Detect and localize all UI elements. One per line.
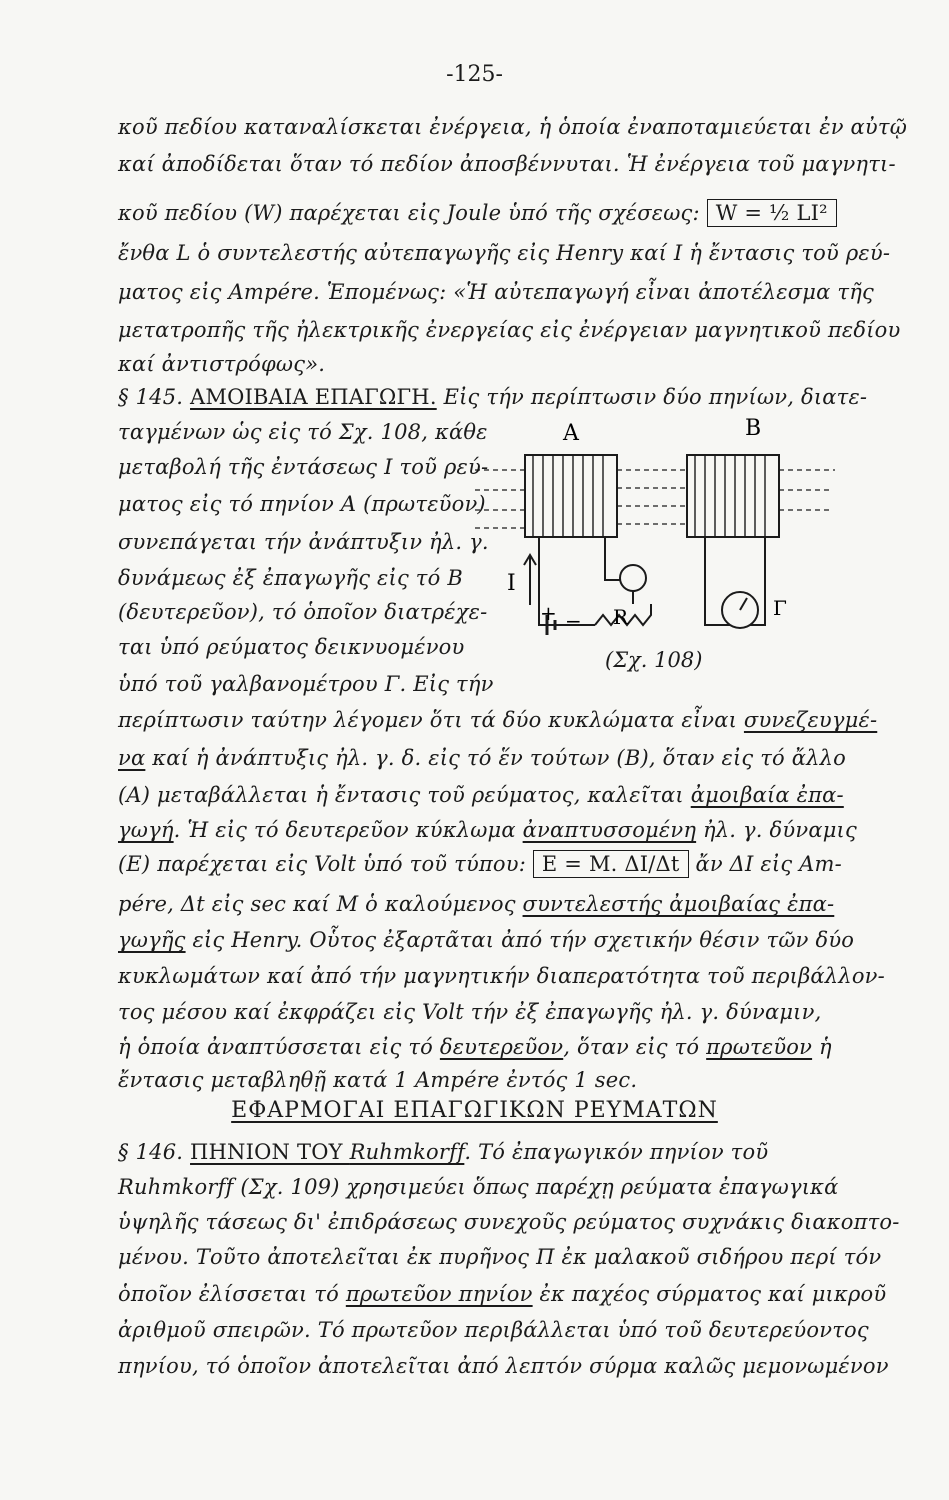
text-line: καί ἀποδίδεται ὅταν τό πεδίον ἀποσβέννυται. Ἡ ἐνέργεια τοῦ μαγνητι- <box>118 152 896 176</box>
text-span: . Τό ἐπαγωγικόν πηνίον τοῦ <box>464 1140 769 1164</box>
text-span: κοῦ πεδίου (W) παρέχεται εἰς Joule ὑπό τῆς σχέσεως: <box>118 201 700 225</box>
page-number: -125- <box>446 62 503 87</box>
text-line: κοῦ πεδίου καταναλίσκεται ἐνέργεια, ἡ ὁποία ἐναποταμιεύεται ἐν αὐτῷ <box>118 115 908 139</box>
underlined-term: να <box>118 746 146 770</box>
label-a: A <box>563 421 579 446</box>
text-span: Εἰς τήν περίπτωσιν δύο πηνίων, διατε- <box>443 385 868 409</box>
underlined-term: συνεζευγμέ- <box>743 708 878 732</box>
underlined-term: γωγή <box>118 818 174 842</box>
text-line: τος μέσου καί ἐκφράζει εἰς Volt τήν ἐξ ἐπαγωγῆς ἠλ. γ. δύναμιν, <box>118 1000 822 1024</box>
text-span: ἄν ΔΙ εἰς Am- <box>695 852 842 876</box>
text-line: ταγμένων ὡς εἰς τό Σχ. 108, κάθε <box>118 420 488 444</box>
label-i: I <box>507 571 516 596</box>
section-title-name: Ruhmkorff <box>349 1140 465 1164</box>
text-line: Ruhmkorff (Σχ. 109) χρησιμεύει ὅπως παρέχῃ ρεύματα ἐπαγωγικά <box>118 1175 839 1199</box>
text-line: μετατροπῆς τῆς ἠλεκτρικῆς ἐνεργείας εἰς ἐνέργειαν μαγνητικοῦ πεδίου <box>118 318 901 342</box>
text-line: ἔνθα L ὁ συντελεστής αὐτεπαγωγῆς εἰς Henry καί I ἡ ἔντασις τοῦ ρεύ- <box>118 241 891 265</box>
text-line: μένου. Τοῦτο ἀποτελεῖται ἐκ πυρῆνος Π ἐκ μαλακοῦ σιδήρου περί τόν <box>118 1245 882 1269</box>
text-line: ματος εἰς Ampére. Ἑπομένως: «Ἡ αὐτεπαγωγή εἶναι ἀποτέλεσμα τῆς <box>118 280 874 304</box>
text-line: ὑψηλῆς τάσεως δι' ἐπιδράσεως συνεχοῦς ρεύματος συχνάκις διακοπτο- <box>118 1210 900 1234</box>
text-span: . Ἡ εἰς τό δευτερεῦον κύκλωμα <box>173 818 523 842</box>
section-145-line <box>118 385 867 409</box>
text-span: καί ἡ ἀνάπτυξις ἠλ. γ. δ. εἰς τό ἕν τούτων (Β), ὅταν εἰς τό ἄλλο <box>145 746 847 770</box>
emf-formula-box: E = M. ΔI/Δt <box>533 850 689 878</box>
text-line: πηνίου, τό ὁποῖον ἀποτελεῖται ἀπό λεπτόν σύρμα καλῶς μεμονωμένον <box>118 1354 889 1378</box>
text-span: , ὅταν εἰς τό <box>563 1035 707 1059</box>
text-span: ἡ ὁποία ἀναπτύσσεται εἰς τό <box>118 1035 440 1059</box>
text-span: pére, Δt εἰς sec καί Μ ὁ καλούμενος <box>118 892 523 916</box>
underlined-term: γωγῆς <box>118 928 186 952</box>
label-plus: + <box>540 601 557 625</box>
text-span: εἰς Henry. Οὗτος ἐξαρτᾶται ἀπό τήν σχετικήν θέσιν τῶν δύο <box>185 928 855 952</box>
section-heading <box>0 1098 949 1123</box>
text-span: ἠλ. γ. δύναμις <box>696 818 857 842</box>
text-line: ται ὑπό ρεύματος δεικνυομένου <box>118 635 465 659</box>
section-146-line <box>118 1140 768 1164</box>
underlined-term: συντελεστής ἀμοιβαίας ἐπα- <box>522 892 835 916</box>
underlined-term: ἀναπτυσσομένη <box>522 818 697 842</box>
text-line: ἀριθμοῦ σπειρῶν. Τό πρωτεῦον περιβάλλεται ὑπό τοῦ δευτερεύοντος <box>118 1318 869 1342</box>
underlined-term: ἀμοιβαία ἐπα- <box>690 783 844 807</box>
text-span: (Ε) παρέχεται εἰς Volt ὑπό τοῦ τύπου: <box>118 852 526 876</box>
text-line <box>118 818 857 842</box>
label-minus: − <box>565 609 582 633</box>
heading-text: ΕΦΑΡΜΟΓΑΙ ΕΠΑΓΩΓΙΚΩΝ ΡΕΥΜΑΤΩΝ <box>231 1098 718 1123</box>
text-line <box>118 892 834 916</box>
text-line <box>118 708 877 732</box>
label-r: R <box>613 605 629 629</box>
figure-caption: (Σχ. 108) <box>605 648 703 672</box>
text-line: κυκλωμάτων καί ἀπό τήν μαγνητικήν διαπερατότητα τοῦ περιβάλλον- <box>118 964 885 988</box>
text-span: ὁποῖον ἐλίσσεται τό <box>118 1282 346 1306</box>
text-line: ματος εἰς τό πηνίον Α (πρωτεῦον) <box>118 492 486 516</box>
text-line: δυνάμεως ἐξ ἐπαγωγῆς εἰς τό Β <box>118 566 463 590</box>
text-line <box>118 746 846 770</box>
text-line: ἔντασις μεταβληθῇ κατά 1 Ampére ἐντός 1 sec. <box>118 1068 638 1092</box>
underlined-term: πρωτεῦον πηνίον <box>345 1282 533 1306</box>
label-g: Γ <box>773 596 787 620</box>
text-line <box>118 928 854 952</box>
mutual-induction-figure <box>455 410 855 640</box>
text-line <box>118 199 837 227</box>
underlined-term: δευτερεῦον <box>439 1035 564 1059</box>
text-line <box>118 1035 832 1059</box>
underlined-term: πρωτεῦον <box>706 1035 813 1059</box>
text-line <box>118 850 842 878</box>
text-line <box>118 1282 886 1306</box>
text-line: συνεπάγεται τήν ἀνάπτυξιν ἠλ. γ. <box>118 530 489 554</box>
section-number: § 146. <box>118 1140 184 1164</box>
text-span: ἡ <box>812 1035 832 1059</box>
text-line: (δευτερεῦον), τό ὁποῖον διατρέχε- <box>118 600 488 624</box>
section-title: ΑΜΟΙΒΑΙΑ ΕΠΑΓΩΓΗ. <box>190 385 437 409</box>
section-number: § 145. <box>118 385 184 409</box>
text-line <box>118 783 844 807</box>
text-span: (Α) μεταβάλλεται ἡ ἔντασις τοῦ ρεύματος, καλεῖται <box>118 783 691 807</box>
text-line: καί ἀντιστρόφως». <box>118 352 326 376</box>
text-line: μεταβολή τῆς ἐντάσεως I τοῦ ρεύ- <box>118 455 489 479</box>
label-b: B <box>745 416 762 441</box>
switch-circle <box>620 565 646 591</box>
energy-formula-box: W = ½ LI² <box>707 199 837 227</box>
text-span: περίπτωσιν ταύτην λέγομεν ὅτι τά δύο κυκλώματα εἶναι <box>118 708 744 732</box>
section-title: ΠΗΝΙΟΝ ΤΟΥ <box>190 1140 350 1164</box>
text-line: ὑπό τοῦ γαλβανομέτρου Γ. Εἰς τήν <box>118 672 494 696</box>
text-span: ἐκ παχέος σύρματος καί μικροῦ <box>532 1282 887 1306</box>
